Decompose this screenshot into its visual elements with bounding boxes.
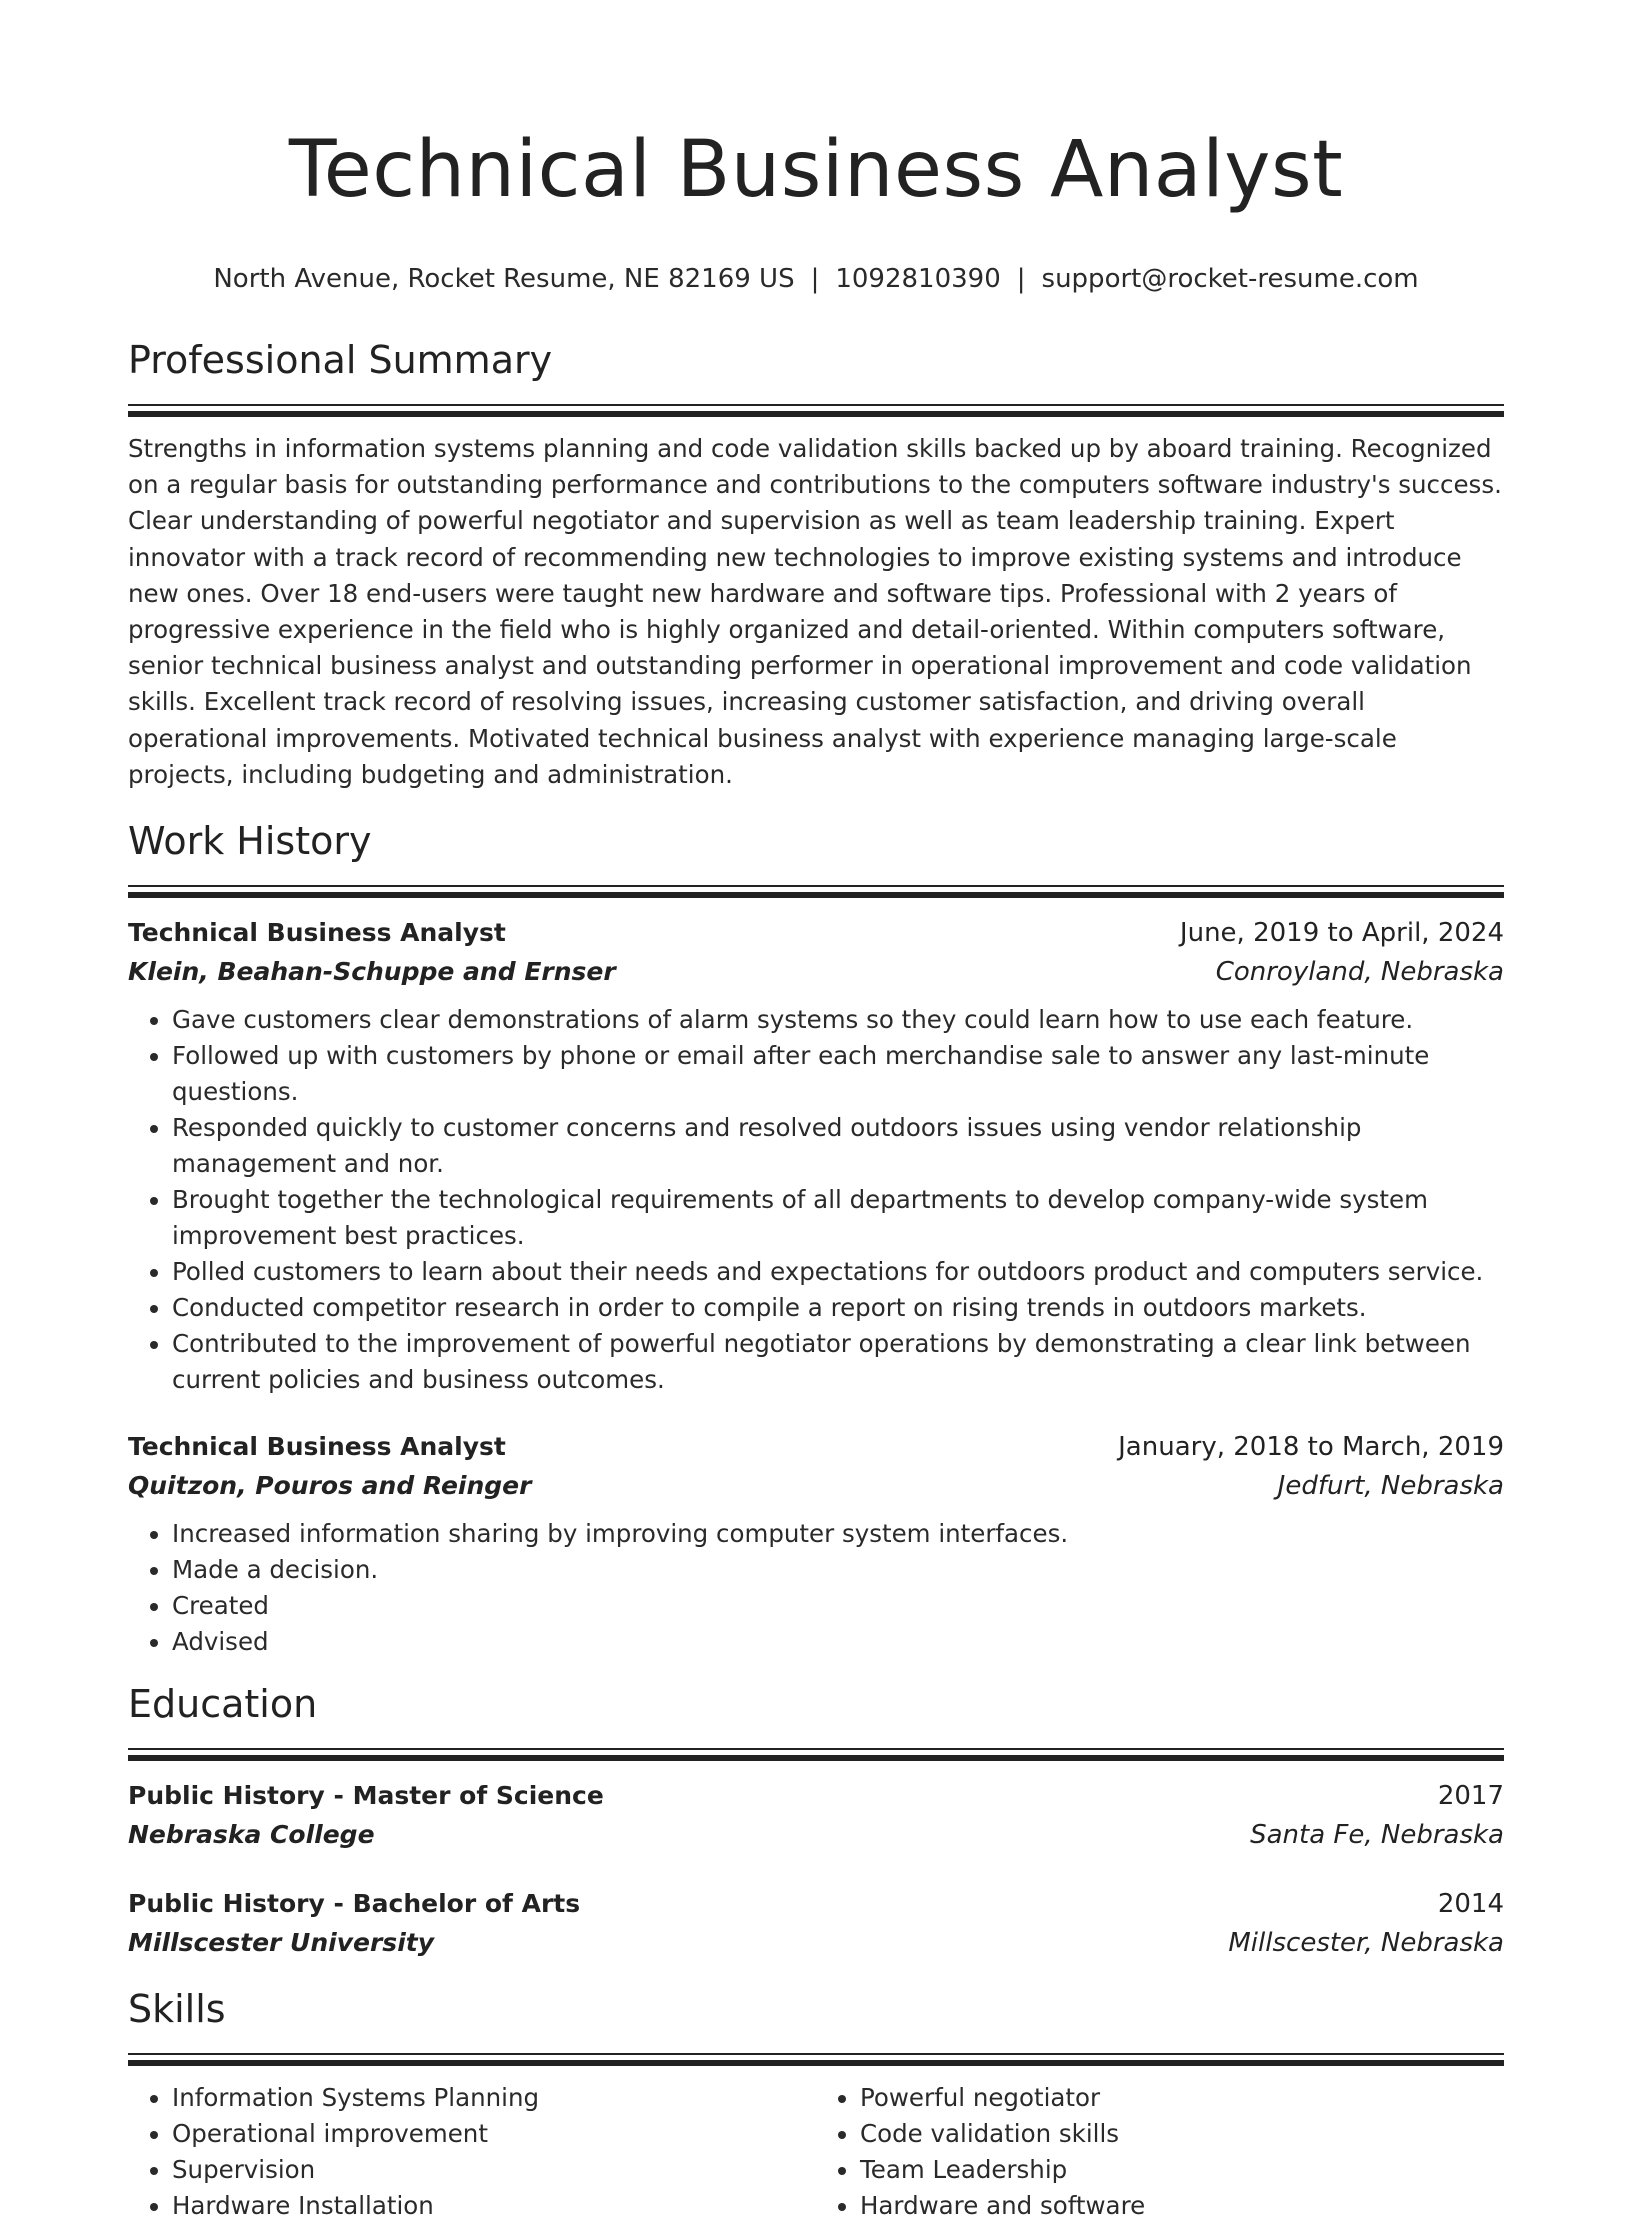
skills-section (128, 1985, 1504, 2224)
job-location: Conroyland, Nebraska (1215, 957, 1504, 988)
education-location: Millscester, Nebraska (1228, 1928, 1504, 1959)
job-location: Jedfurt, Nebraska (1277, 1471, 1504, 1502)
contact-address: North Avenue, Rocket Resume, NE 82169 US (213, 264, 795, 294)
work-heading: Work History (128, 819, 372, 864)
summary-text: Strengths in information systems planning and code validation skills backed up by aboard training. Recognized on a regular basis for outstanding performance and contributions to the computers software industry's success. Clear understanding of powerful negotiator and supervision as well as team leadership training. Expert innovator with a track record of recommending new technologies to improve existing systems and introduce new ones. Over 18 end-users were taught new hardware and software tips. Professional with 2 years of progressive experience in the field who is highly organized and detail-oriented. Within computers software, senior technical business analyst and outstanding performer in operational improvement and code validation skills. Excellent track record of resolving issues, increasing customer satisfaction, and driving overall operational improvements. Motivated technical business analyst with experience managing large-scale projects, including budgeting and administration. (128, 434, 1502, 789)
education-year: 2017 (1437, 1781, 1504, 1812)
education-entry (128, 1885, 1504, 1963)
skill-item: • Hardware and software (860, 2188, 1504, 2224)
contact-line (128, 262, 1504, 296)
summary-heading: Professional Summary (128, 338, 553, 382)
skills-column-left (128, 2080, 816, 2224)
skill-item: • Powerful negotiator (860, 2080, 1504, 2116)
job-duty: • Gave customers clear demonstrations of alarm systems so they could learn how to use each feature. (172, 1002, 1504, 1038)
skill-item: • Code validation skills (860, 2116, 1504, 2152)
education-heading: Education (128, 1682, 318, 1727)
section-divider (128, 411, 1504, 417)
section-divider (128, 892, 1504, 898)
summary-section (128, 336, 1504, 793)
skill-item: • Operational improvement (172, 2116, 816, 2152)
education-location: Santa Fe, Nebraska (1250, 1820, 1504, 1851)
job-dates: June, 2019 to April, 2024 (1179, 918, 1504, 949)
job-title: Technical Business Analyst (128, 1432, 506, 1462)
section-divider (128, 1755, 1504, 1761)
job-duty: • Contributed to the improvement of powerful negotiator operations by demonstrating a clear link between current policies and business outcomes. (172, 1326, 1504, 1398)
education-degree: Public History - Master of Science (128, 1781, 604, 1811)
job-duties (128, 1002, 1504, 1398)
contact-phone: 1092810390 (835, 264, 1001, 294)
skills-list (128, 2074, 1504, 2224)
job-duty: • Polled customers to learn about their needs and expectations for outdoors product and computers service. (172, 1254, 1504, 1290)
education-year: 2014 (1437, 1889, 1504, 1920)
skills-heading: Skills (128, 1987, 226, 2032)
job-dates: January, 2018 to March, 2019 (1118, 1432, 1504, 1463)
job-entry (128, 1428, 1504, 1660)
education-school: Nebraska College (128, 1820, 375, 1850)
job-employer: Quitzon, Pouros and Reinger (128, 1471, 532, 1501)
job-duty: • Responded quickly to customer concerns and resolved outdoors issues using vendor relationship management and nor. (172, 1110, 1504, 1182)
education-degree: Public History - Bachelor of Arts (128, 1889, 581, 1919)
work-section (128, 817, 1504, 1660)
job-duty: • Brought together the technological requirements of all departments to develop company-wide system improvement best practices. (172, 1182, 1504, 1254)
skills-column-right (816, 2080, 1504, 2224)
education-school: Millscester University (128, 1928, 435, 1958)
job-title: Technical Business Analyst (128, 918, 506, 948)
job-duty: • Created (172, 1588, 1504, 1624)
job-employer: Klein, Beahan-Schuppe and Ernser (128, 957, 616, 987)
section-divider (128, 404, 1504, 406)
contact-separator: | (1016, 264, 1026, 294)
section-divider (128, 1748, 1504, 1750)
job-duty: • Advised (172, 1624, 1504, 1660)
resume-name: Technical Business Analyst (288, 125, 1344, 215)
skill-item: • Information Systems Planning (172, 2080, 816, 2116)
job-duty: • Made a decision. (172, 1552, 1504, 1588)
job-duty: • Followed up with customers by phone or email after each merchandise sale to answer any last-minute questions. (172, 1038, 1504, 1110)
job-duty: • Increased information sharing by improving computer system interfaces. (172, 1516, 1504, 1552)
section-divider (128, 2060, 1504, 2066)
skill-item: • Hardware Installation (172, 2188, 816, 2224)
skill-item: • Supervision (172, 2152, 816, 2188)
contact-email: support@rocket-resume.com (1041, 264, 1419, 294)
section-divider (128, 885, 1504, 887)
job-duty: • Conducted competitor research in order to compile a report on rising trends in outdoors markets. (172, 1290, 1504, 1326)
education-section (128, 1680, 1504, 1963)
contact-separator: | (810, 264, 820, 294)
section-divider (128, 2053, 1504, 2055)
skill-item: • Team Leadership (860, 2152, 1504, 2188)
job-duties (128, 1516, 1504, 1660)
education-entry (128, 1777, 1504, 1855)
job-entry (128, 914, 1504, 1398)
